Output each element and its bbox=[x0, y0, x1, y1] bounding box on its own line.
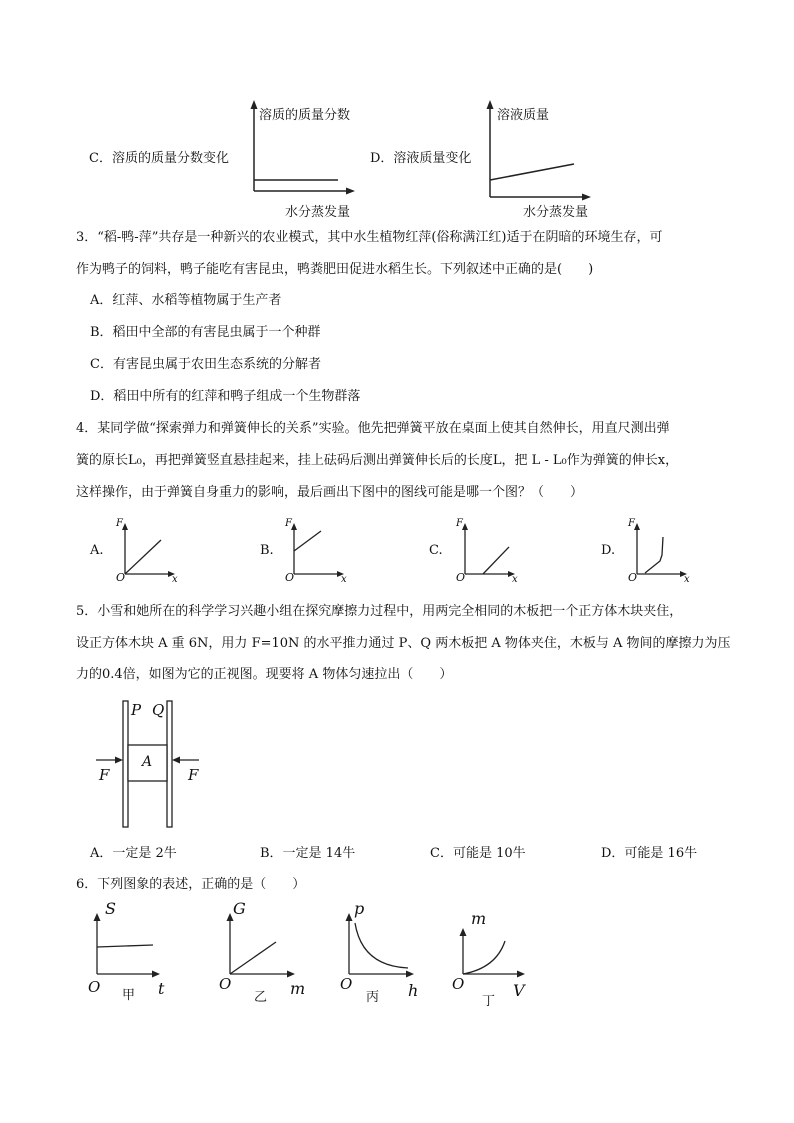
q3-stem-line2: 作为鸭子的饲料，鸭子能吃有害昆虫，鸭粪肥田促进水稻生长。下列叙述中正确的是( ) bbox=[76, 262, 594, 277]
q3-option-c: C．有害昆虫属于农田生态系统的分解者 bbox=[90, 357, 321, 372]
q4-stem-line1: 4．某同学做“探索弹力和弹簧伸长的关系”实验。他先把弹簧平放在桌面上使其自然伸长，用直尺测出弹 bbox=[76, 421, 670, 436]
q2c-x-label: 水分蒸发量 bbox=[285, 205, 351, 220]
q6a-x-label: t bbox=[158, 979, 165, 998]
q4d-x-label: x bbox=[684, 574, 690, 585]
q3-option-d: D．稻田中所有的红萍和鸭子组成一个生物群落 bbox=[90, 389, 361, 404]
q5-label-f-right: F bbox=[188, 766, 199, 784]
q6b-y-label: G bbox=[233, 899, 246, 918]
q5-stem-line3: 力的0.4倍，如图为它的正视图。现要将 A 物体匀速拉出（ ） bbox=[76, 667, 453, 682]
q6d-x-arrow bbox=[517, 971, 525, 978]
q2-option-d: D．溶液质量变化 bbox=[370, 151, 472, 166]
q6a-y-arrow bbox=[94, 913, 101, 921]
q4b-origin: O bbox=[285, 571, 295, 584]
q6-stem: 6．下列图象的表述，正确的是（ ） bbox=[76, 877, 306, 892]
q5-label-q: Q bbox=[152, 701, 165, 719]
q3-option-a: A．红萍、水稻等植物属于生产者 bbox=[90, 293, 282, 308]
q6d-x-label: V bbox=[513, 981, 525, 1000]
q4-stem-line3: 这样操作，由于弹簧自身重力的影响，最后画出下图中的图线可能是哪一个图？（ ） bbox=[76, 485, 584, 500]
q6c-y-label: p bbox=[354, 899, 365, 918]
q4a-y-label: F bbox=[116, 518, 123, 529]
q6d-y-arrow bbox=[460, 928, 467, 936]
q6c-x-arrow bbox=[406, 971, 414, 978]
q4-graph-a-option: A. bbox=[90, 543, 104, 558]
q5-label-p: P bbox=[131, 701, 142, 719]
q4-stem-line2: 簧的原长L₀，再把弹簧竖直悬挂起来，挂上砝码后测出弹簧伸长后的长度L，把 L - L₀作为弹簧的伸长x， bbox=[76, 453, 679, 468]
q6b-origin: O bbox=[219, 975, 232, 993]
q6b-caption: 乙 bbox=[254, 990, 268, 1005]
q4-graph-d-option: D. bbox=[601, 543, 616, 558]
q4c-x-label: x bbox=[512, 574, 518, 585]
q6c-curve bbox=[355, 923, 408, 968]
q2c-y-label: 溶质的质量分数 bbox=[259, 108, 351, 123]
q5-option-b: B．一定是 14牛 bbox=[260, 846, 356, 861]
q4a-x-label: x bbox=[172, 574, 178, 585]
q5-stem-line1: 5．小雪和她所在的科学学习兴趣小组在探究摩擦力过程中，用两完全相同的木板把一个正方体木块夹住， bbox=[76, 604, 683, 619]
q6a-curve bbox=[97, 945, 153, 947]
q5-option-d: D．可能是 16牛 bbox=[601, 846, 698, 861]
q4b-x-label: x bbox=[341, 574, 347, 585]
q4c-origin: O bbox=[456, 571, 466, 584]
q4b-y-label: F bbox=[285, 518, 292, 529]
q4-graph-b-option: B. bbox=[260, 543, 274, 558]
q6c-origin: O bbox=[340, 975, 353, 993]
q4d-y-label: F bbox=[628, 518, 635, 529]
q6d-curve bbox=[463, 941, 505, 974]
q2-option-c: C．溶质的质量分数变化 bbox=[89, 151, 229, 166]
q4c-y-label: F bbox=[456, 518, 463, 529]
q6a-origin: O bbox=[88, 978, 101, 996]
q4d-origin: O bbox=[628, 571, 638, 584]
q6c-x-label: h bbox=[408, 981, 419, 1000]
q6c-caption: 丙 bbox=[366, 990, 380, 1005]
q4a-origin: O bbox=[116, 571, 126, 584]
q2d-y-label: 溶液质量 bbox=[497, 108, 550, 123]
q2d-x-label: 水分蒸发量 bbox=[523, 205, 589, 220]
q4-graph-c-option: C. bbox=[429, 543, 443, 558]
q6a-caption: 甲 bbox=[122, 988, 136, 1003]
q6a-y-label: S bbox=[105, 899, 116, 918]
q6d-origin: O bbox=[452, 975, 465, 993]
q6b-x-label: m bbox=[290, 979, 306, 998]
q6a-x-arrow bbox=[152, 971, 160, 978]
q3-option-b: B．稻田中全部的有害昆虫属于一个种群 bbox=[90, 325, 321, 340]
q5-option-a: A．一定是 2牛 bbox=[90, 846, 177, 861]
q5-label-a: A bbox=[142, 754, 153, 770]
q5-label-f-left: F bbox=[99, 766, 110, 784]
q5-option-c: C．可能是 10牛 bbox=[430, 846, 526, 861]
q3-stem-line1: 3．“稻-鸭-萍”共存是一种新兴的农业模式，其中水生植物红萍(俗称满江红)适于在阴暗的环境生存，可 bbox=[76, 230, 663, 245]
q6d-y-label: m bbox=[471, 909, 487, 928]
q6b-curve bbox=[230, 942, 276, 974]
q6b-x-arrow bbox=[287, 971, 295, 978]
q6c-y-arrow bbox=[346, 913, 353, 921]
q6d-caption: 丁 bbox=[482, 994, 496, 1009]
q5-stem-line2: 设正方体木块 A 重 6N，用力 F=10N 的水平推力通过 P、Q 两木板把 A 物体夹住，木板与 A 物间的摩擦力为压 bbox=[76, 636, 731, 651]
